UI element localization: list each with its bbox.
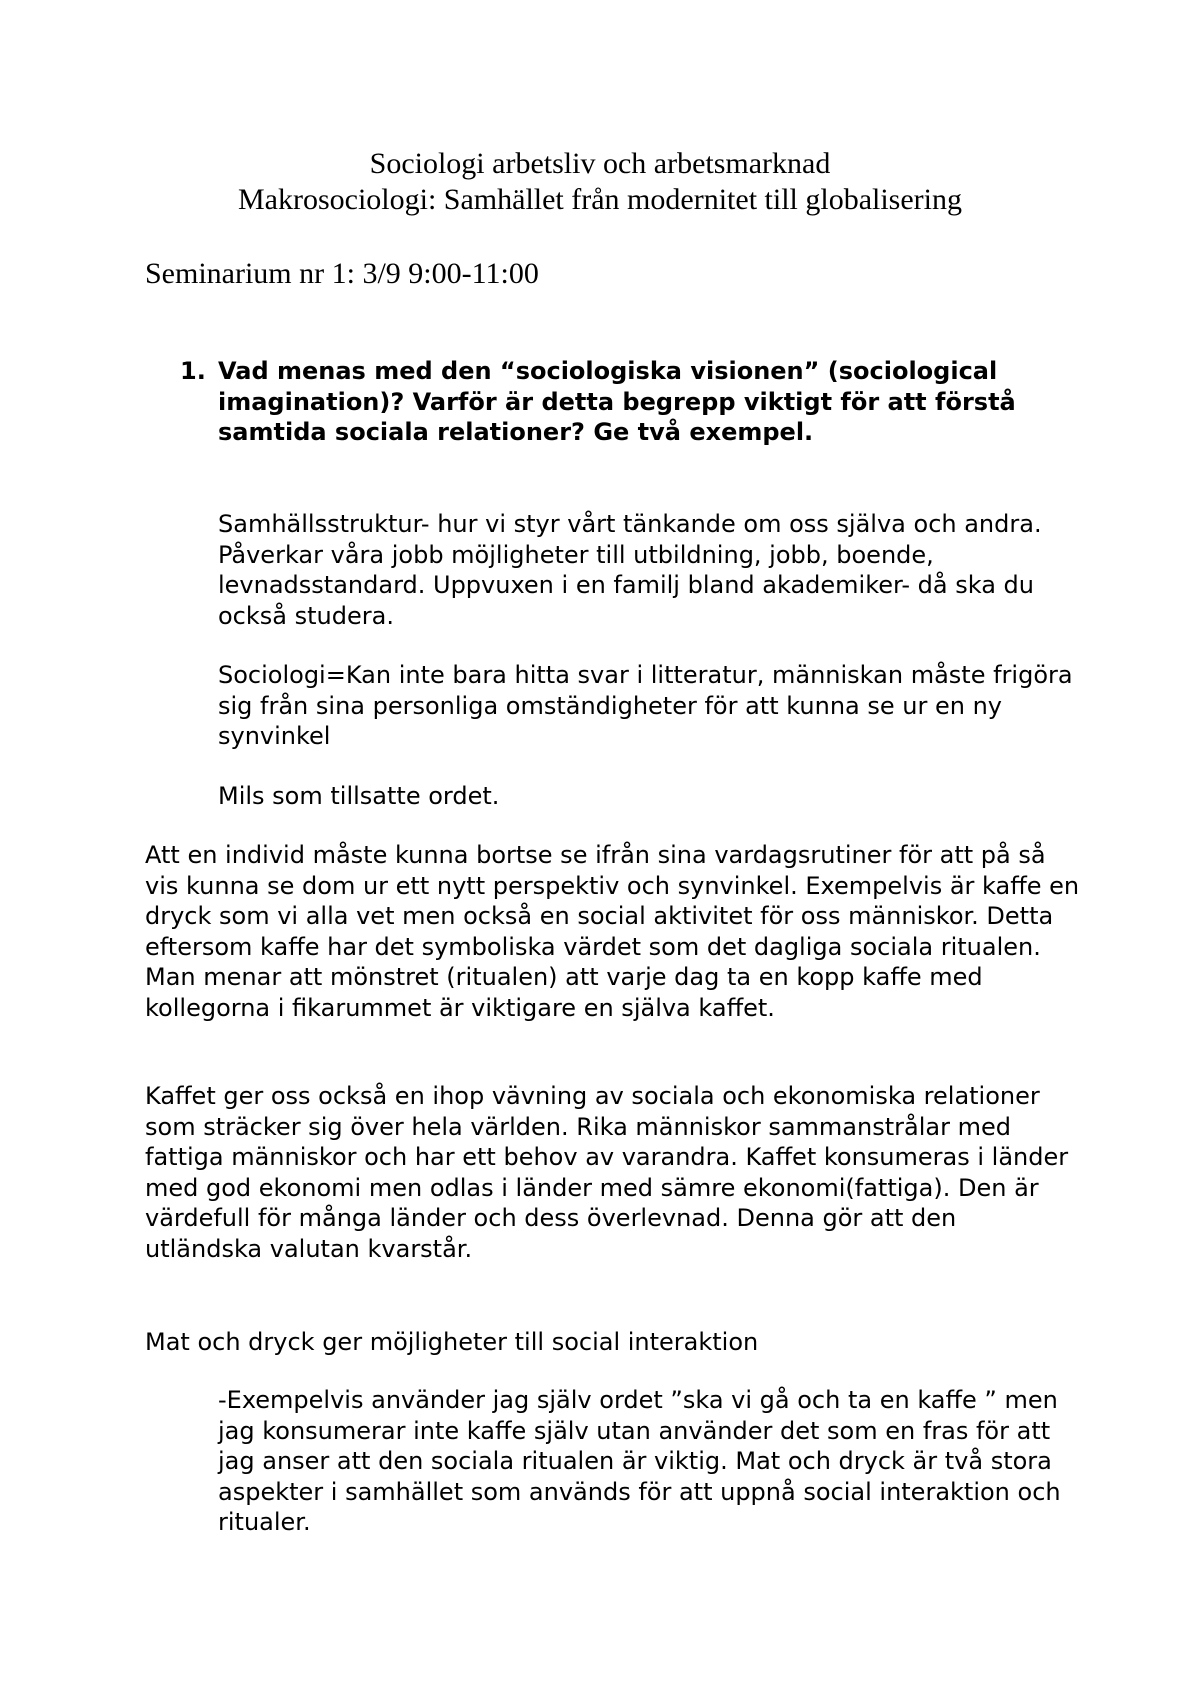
seminar-heading: Seminarium nr 1: 3/9 9:00-11:00: [145, 257, 539, 290]
answer-paragraph-mills: Mils som tillsatte ordet.: [218, 782, 500, 810]
question-text: Vad menas med den “sociologiska visionen” (sociological imagination)? Varför är detta begrepp viktigt för att förstå samtida sociala relationer? Ge två exempel.: [218, 357, 1016, 447]
body-paragraph-personal-example: -Exempelvis använder jag själv ordet ”ska vi gå och ta en kaffe ” men jag konsumerar inte kaffe själv utan använder det som en fras för att jag anser att den sociala ritualen är viktig. Mat och dryck är två stora aspekter i samhället som används för att uppnå social interaktion och ritualer.: [218, 1386, 1061, 1537]
answer-paragraph-definition: Sociologi=Kan inte bara hitta svar i litteratur, människan måste frigöra sig från sina personliga omständigheter för att kunna se ur en ny synvinkel: [218, 661, 1073, 751]
answer-paragraph-structure: Samhällsstruktur- hur vi styr vårt tänkande om oss själva och andra. Påverkar våra jobb möjligheter till utbildning, jobb, boende, levnadsstandard. Uppvuxen i en familj bland akademiker- då ska du också studera.: [218, 510, 1042, 630]
question-number: 1.: [180, 357, 206, 385]
body-paragraph-food-interaction: Mat och dryck ger möjligheter till social interaktion: [145, 1328, 759, 1356]
body-paragraph-coffee-economy: Kaffet ger oss också en ihop vävning av sociala och ekonomiska relationer som sträcker sig över hela världen. Rika människor sammanstrålar med fattiga människor och har ett behov av varandra. Kaffet konsumeras i länder med god ekonomi men odlas i länder med sämre ekonomi(fattiga). Den är värdefull för många länder och dess överlevnad. Denna gör att den utländska valutan kvarstår.: [145, 1082, 1069, 1263]
question-item: [180, 356, 1080, 448]
body-paragraph-coffee-ritual: Att en individ måste kunna bortse se ifrån sina vardagsrutiner för att på så vis kunna se dom ur ett nytt perspektiv och synvinkel. Exempelvis är kaffe en dryck som vi alla vet men också en social aktivitet för oss människor. Detta eftersom kaffe har det symboliska värdet som det dagliga sociala ritualen. Man menar att mönstret (ritualen) att varje dag ta en kopp kaffe med kollegorna i fikarummet är viktigare en själva kaffet.: [145, 841, 1080, 1022]
document-subtitle: Makrosociologi: Samhället från modernitet till globalisering: [237, 183, 962, 216]
document-title: Sociologi arbetsliv och arbetsmarknad: [369, 147, 831, 180]
